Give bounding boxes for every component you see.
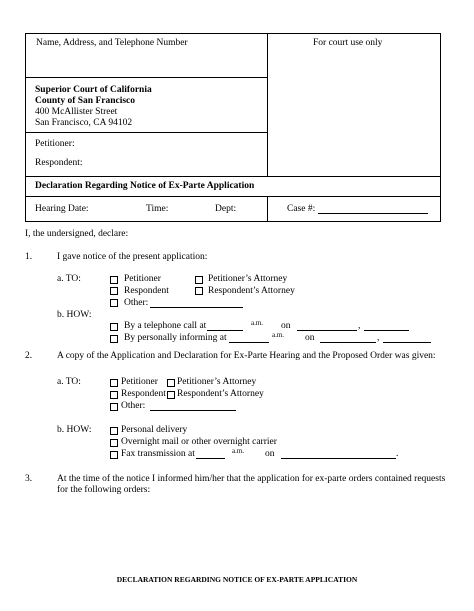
item2-petitioner-attorney-checkbox[interactable] (167, 379, 175, 387)
item1-respondent-attorney-checkbox[interactable] (195, 287, 203, 295)
item1-petitioner-label: Petitioner (124, 274, 161, 284)
item2-petitioner-label: Petitioner (121, 377, 158, 387)
item2-overnight-checkbox[interactable] (110, 439, 118, 447)
item1-person-comma: , (377, 333, 380, 343)
item2-respondent-checkbox[interactable] (110, 391, 118, 399)
item2-other-field[interactable] (150, 410, 236, 411)
respondent-label: Respondent: (35, 158, 83, 168)
item2-number: 2. (25, 351, 33, 361)
item2-fax-date-field[interactable] (281, 458, 396, 459)
item1-person-am: a.m. (272, 331, 285, 339)
item2-personal-delivery-checkbox[interactable] (110, 427, 118, 435)
item1-person-on: on (305, 333, 315, 343)
item1-to-label: a. TO: (57, 274, 81, 284)
item1-telephone-checkbox[interactable] (110, 323, 118, 331)
item3-line1: At the time of the notice I informed him/her that the application for ex-parte orders contained requests (57, 474, 446, 484)
item1-telephone-on: on (281, 321, 291, 331)
item1-telephone-time-field[interactable] (207, 330, 243, 331)
item2-petitioner-checkbox[interactable] (110, 379, 118, 387)
item1-telephone-text: By a telephone call at (124, 321, 207, 331)
item2-petitioner-attorney-label: Petitioner’s Attorney (177, 377, 257, 387)
item2-overnight-label: Overnight mail or other overnight carrier (121, 437, 277, 447)
item2-respondent-attorney-label: Respondent’s Attorney (177, 389, 264, 399)
item1-person-date-field[interactable] (320, 342, 376, 343)
item2-personal-delivery-label: Personal delivery (121, 425, 188, 435)
case-number-label: Case #: (287, 204, 316, 214)
item1-person-time-field[interactable] (229, 342, 269, 343)
petitioner-label: Petitioner: (35, 139, 75, 149)
court-city: San Francisco, CA 94102 (35, 118, 133, 128)
item1-respondent-checkbox[interactable] (110, 287, 118, 295)
item1-telephone-date-field[interactable] (297, 330, 357, 331)
item2-other-label: Other: (121, 401, 146, 411)
court-name: Superior Court of California (35, 85, 152, 95)
item3-number: 3. (25, 474, 33, 484)
item1-other-label: Other: (124, 298, 149, 308)
hearing-date-label: Hearing Date: (35, 204, 89, 214)
item2-respondent-attorney-checkbox[interactable] (167, 391, 175, 399)
item1-person-checkbox[interactable] (110, 335, 118, 343)
item1-person-year-field[interactable] (383, 342, 431, 343)
footer-title: DECLARATION REGARDING NOTICE OF EX-PARTE APPLICATION (116, 575, 358, 584)
form-title: Declaration Regarding Notice of Ex-Parte Application (35, 181, 255, 191)
item2-how-label: b. HOW: (57, 425, 92, 435)
item1-petitioner-attorney-checkbox[interactable] (195, 276, 203, 284)
item2-respondent-label: Respondent (121, 389, 166, 399)
item3-line2: for the following orders: (57, 485, 151, 495)
case-number-field[interactable] (318, 213, 428, 214)
item2-to-label: a. TO: (57, 377, 81, 387)
time-label: Time: (146, 204, 169, 214)
intro-text: I, the undersigned, declare: (25, 229, 129, 239)
item1-text: I gave notice of the present application: (57, 252, 208, 262)
court-use-label: For court use only (313, 38, 383, 48)
item2-fax-period: . (396, 449, 399, 459)
item1-how-label: b. HOW: (57, 310, 92, 320)
item1-respondent-label: Respondent (124, 286, 169, 296)
item2-fax-checkbox[interactable] (110, 451, 118, 459)
item2-fax-on: on (265, 449, 275, 459)
item2-text: A copy of the Application and Declaration for Ex-Parte Hearing and the Proposed Order was given: (57, 351, 436, 361)
item1-telephone-year-field[interactable] (364, 330, 409, 331)
name-address-label: Name, Address, and Telephone Number (36, 38, 188, 48)
item1-telephone-comma: , (358, 321, 361, 331)
item2-fax-am: a.m. (232, 447, 245, 455)
dept-label: Dept: (215, 204, 237, 214)
item1-petitioner-checkbox[interactable] (110, 276, 118, 284)
item1-person-text: By personally informing at (124, 333, 227, 343)
item1-other-field[interactable] (150, 307, 243, 308)
court-street: 400 McAllister Street (35, 107, 118, 117)
item1-telephone-am: a.m. (251, 319, 264, 327)
item2-fax-time-field[interactable] (196, 458, 225, 459)
item2-other-checkbox[interactable] (110, 403, 118, 411)
item1-number: 1. (25, 252, 33, 262)
item2-fax-label: Fax transmission at (121, 449, 195, 459)
item1-respondent-attorney-label: Respondent’s Attorney (208, 286, 295, 296)
item1-other-checkbox[interactable] (110, 299, 118, 307)
court-county: County of San Francisco (35, 96, 136, 106)
item1-petitioner-attorney-label: Petitioner’s Attorney (208, 274, 288, 284)
